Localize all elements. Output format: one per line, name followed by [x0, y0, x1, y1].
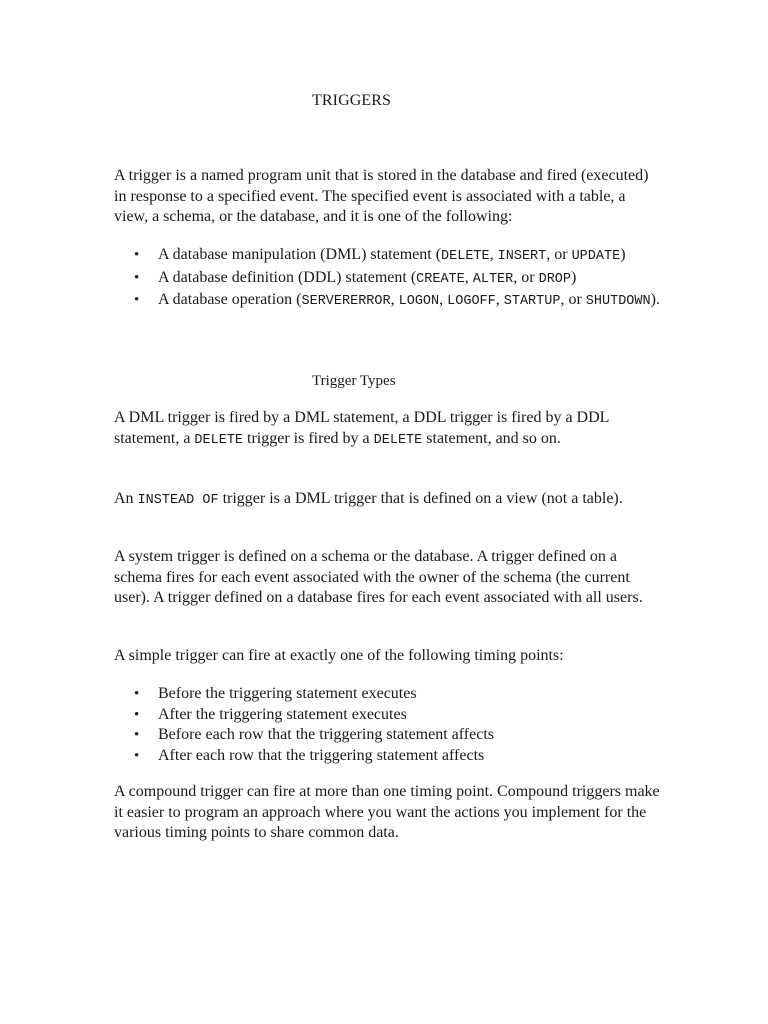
intro-paragraph: A trigger is a named program unit that is stored in the database and fired (executed) in response to a specified event. The specified event is associated with a table, a view, a schema, or the database, and it is one of the following:: [114, 167, 649, 225]
bullet-icon: •: [134, 269, 140, 286]
timing-points-list: [114, 684, 662, 766]
section-heading: Trigger Types: [312, 373, 396, 389]
instead-of-paragraph: An INSTEAD OF trigger is a DML trigger that is defined on a view (not a table).: [114, 490, 623, 508]
system-trigger-paragraph: A system trigger is defined on a schema or the database. A trigger defined on a schema fires for each event associated with the owner of the schema (the current user). A trigger defined on a database fires for each event associated with all users.: [114, 548, 643, 606]
compound-trigger-paragraph: A compound trigger can fire at more than one timing point. Compound triggers make it easier to program an approach where you want the actions you implement for the various timing points to share common data.: [114, 783, 660, 841]
bullet-icon: •: [134, 292, 140, 308]
event-list: [114, 245, 662, 313]
document-title: TRIGGERS: [312, 92, 392, 109]
list-item: • Before the triggering statement executes: [114, 684, 662, 705]
list-item: • A database operation (SERVERERROR, LOGON, LOGOFF, STARTUP, or SHUTDOWN).: [134, 291, 660, 309]
bullet-icon: •: [134, 686, 140, 702]
bullet-icon: •: [134, 247, 140, 263]
dml-trigger-paragraph: A DML trigger is fired by a DML statement, a DDL trigger is fired by a DDL statement, a DELETE trigger is fired by a DELETE statement, and so on.: [114, 409, 609, 448]
simple-trigger-paragraph: A simple trigger can fire at exactly one of the following timing points:: [114, 647, 564, 664]
list-item: • After each row that the triggering statement affects: [114, 746, 662, 767]
bullet-icon: •: [134, 706, 140, 723]
bullet-icon: •: [134, 747, 140, 764]
bullet-icon: •: [134, 727, 140, 743]
list-item: • A database manipulation (DML) statement (DELETE, INSERT, or UPDATE): [134, 246, 626, 264]
list-item: • Before each row that the triggering statement affects: [114, 725, 662, 746]
list-item: • A database definition (DDL) statement (CREATE, ALTER, or DROP): [134, 268, 577, 287]
list-item: • After the triggering statement executes: [114, 705, 662, 726]
